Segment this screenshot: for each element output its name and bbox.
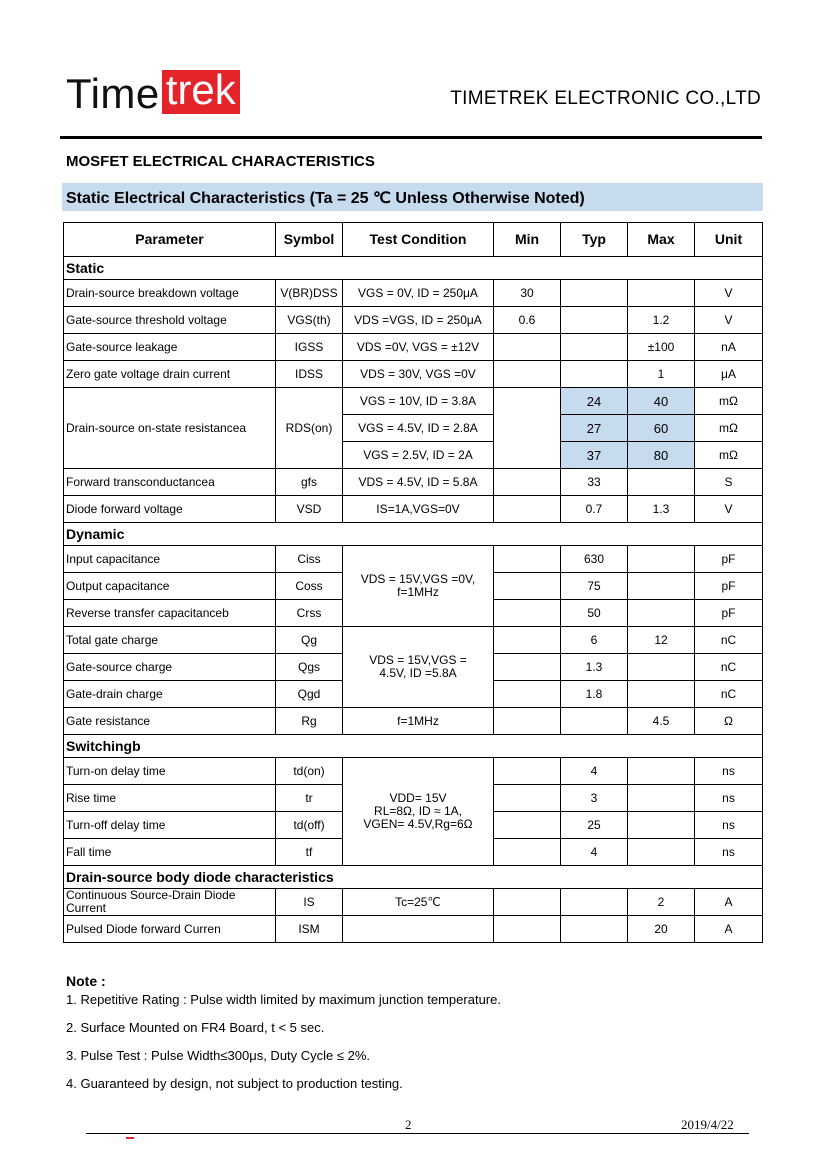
group-row-switching	[64, 735, 763, 758]
typ-cell: 4	[561, 839, 628, 866]
group-label-diode: Drain-source body diode characteristics	[64, 866, 763, 889]
max-cell	[628, 839, 695, 866]
typ-cell: 1.3	[561, 654, 628, 681]
unit-cell: nC	[695, 627, 763, 654]
symbol-cell: IDSS	[276, 361, 343, 388]
typ-cell	[561, 916, 628, 943]
unit-cell: V	[695, 496, 763, 523]
unit-cell: nC	[695, 654, 763, 681]
symbol-cell: Qg	[276, 627, 343, 654]
param-cell: Turn-off delay time	[64, 812, 276, 839]
typ-cell	[561, 889, 628, 916]
max-cell	[628, 812, 695, 839]
param-cell: Turn-on delay time	[64, 758, 276, 785]
max-cell	[628, 600, 695, 627]
group-row-dynamic	[64, 523, 763, 546]
typ-cell: 6	[561, 627, 628, 654]
note-item: 2. Surface Mounted on FR4 Board, t < 5 sec.	[66, 1020, 325, 1035]
unit-cell: A	[695, 916, 763, 943]
unit-cell: pF	[695, 600, 763, 627]
table-row	[64, 546, 763, 573]
footer-accent-mark	[126, 1137, 134, 1139]
condition-cell: VDS = 30V, VGS =0V	[343, 361, 494, 388]
condition-cell: VGS = 4.5V, ID = 2.8A	[343, 415, 494, 442]
symbol-cell: RDS(on)	[276, 388, 343, 469]
table-row	[64, 469, 763, 496]
col-header-symbol: Symbol	[276, 223, 343, 257]
condition-cell: VDS =0V, VGS = ±12V	[343, 334, 494, 361]
table-row	[64, 627, 763, 654]
unit-cell: pF	[695, 573, 763, 600]
param-cell: Gate resistance	[64, 708, 276, 735]
typ-cell	[561, 361, 628, 388]
table-row	[64, 280, 763, 307]
switching-condition-line: VDD= 15V	[389, 791, 447, 805]
param-cell: Gate-source threshold voltage	[64, 307, 276, 334]
page-number: 2	[405, 1117, 412, 1132]
typ-cell: 4	[561, 758, 628, 785]
min-cell	[494, 388, 561, 469]
max-cell	[628, 785, 695, 812]
param-cell: Pulsed Diode forward Curren	[64, 916, 276, 943]
company-logo	[66, 66, 240, 117]
group-row-diode	[64, 866, 763, 889]
table-row	[64, 758, 763, 785]
typ-cell: 27	[561, 415, 628, 442]
col-header-parameter: Parameter	[64, 223, 276, 257]
typ-cell	[561, 334, 628, 361]
param-cell: Input capacitance	[64, 546, 276, 573]
symbol-cell: IGSS	[276, 334, 343, 361]
logo-text-time: Time	[66, 70, 160, 117]
symbol-cell: V(BR)DSS	[276, 280, 343, 307]
footer-divider	[86, 1133, 749, 1134]
typ-cell	[561, 708, 628, 735]
col-header-unit: Unit	[695, 223, 763, 257]
symbol-cell: tr	[276, 785, 343, 812]
min-cell	[494, 573, 561, 600]
symbol-cell: td(on)	[276, 758, 343, 785]
param-cell: Gate-source charge	[64, 654, 276, 681]
unit-cell: Ω	[695, 708, 763, 735]
min-cell	[494, 708, 561, 735]
condition-cell: f=1MHz	[343, 708, 494, 735]
typ-cell: 75	[561, 573, 628, 600]
param-cell: Forward transconductancea	[64, 469, 276, 496]
typ-cell: 50	[561, 600, 628, 627]
min-cell	[494, 681, 561, 708]
param-cell: Gate-source leakage	[64, 334, 276, 361]
param-cell: Drain-source on-state resistancea	[64, 388, 276, 469]
unit-cell: pF	[695, 546, 763, 573]
condition-cell	[343, 758, 494, 866]
min-cell	[494, 758, 561, 785]
unit-cell: mΩ	[695, 442, 763, 469]
notes-section	[66, 973, 501, 1104]
unit-cell: nC	[695, 681, 763, 708]
min-cell	[494, 627, 561, 654]
min-cell	[494, 785, 561, 812]
group-label-static: Static	[64, 257, 763, 280]
max-cell: 60	[628, 415, 695, 442]
switching-condition-line: VGEN= 4.5V,Rg=6Ω	[363, 817, 473, 831]
min-cell	[494, 469, 561, 496]
symbol-cell: Qgd	[276, 681, 343, 708]
unit-cell: mΩ	[695, 415, 763, 442]
symbol-cell: Coss	[276, 573, 343, 600]
typ-cell: 33	[561, 469, 628, 496]
table-header-row	[64, 223, 763, 257]
unit-cell: μA	[695, 361, 763, 388]
typ-cell: 0.7	[561, 496, 628, 523]
condition-cell: Tc=25℃	[343, 889, 494, 916]
max-cell: 40	[628, 388, 695, 415]
unit-cell: nA	[695, 334, 763, 361]
min-cell	[494, 916, 561, 943]
typ-cell: 25	[561, 812, 628, 839]
condition-cell: VGS = 0V, ID = 250μA	[343, 280, 494, 307]
max-cell	[628, 681, 695, 708]
document-title: MOSFET ELECTRICAL CHARACTERISTICS	[66, 153, 375, 170]
param-cell: Reverse transfer capacitanceb	[64, 600, 276, 627]
unit-cell: S	[695, 469, 763, 496]
condition-cell: IS=1A,VGS=0V	[343, 496, 494, 523]
min-cell	[494, 812, 561, 839]
max-cell: 1.3	[628, 496, 695, 523]
notes-heading: Note :	[66, 973, 106, 989]
param-cell: Fall time	[64, 839, 276, 866]
max-cell	[628, 654, 695, 681]
table-row	[64, 388, 763, 415]
condition-cell: VGS = 10V, ID = 3.8A	[343, 388, 494, 415]
symbol-cell: td(off)	[276, 812, 343, 839]
group-label-switching: Switchingb	[64, 735, 763, 758]
param-cell: Zero gate voltage drain current	[64, 361, 276, 388]
max-cell: 12	[628, 627, 695, 654]
footer-date: 2019/4/22	[681, 1117, 734, 1132]
group-label-dynamic: Dynamic	[64, 523, 763, 546]
unit-cell: V	[695, 280, 763, 307]
min-cell	[494, 600, 561, 627]
param-cell: Diode forward voltage	[64, 496, 276, 523]
max-cell: ±100	[628, 334, 695, 361]
note-item: 1. Repetitive Rating : Pulse width limited by maximum junction temperature.	[66, 992, 501, 1007]
param-cell: Gate-drain charge	[64, 681, 276, 708]
note-item: 4. Guaranteed by design, not subject to production testing.	[66, 1076, 403, 1091]
typ-cell: 37	[561, 442, 628, 469]
min-cell	[494, 361, 561, 388]
table-row	[64, 916, 763, 943]
table-row	[64, 361, 763, 388]
unit-cell: V	[695, 307, 763, 334]
min-cell	[494, 496, 561, 523]
max-cell: 20	[628, 916, 695, 943]
max-cell: 2	[628, 889, 695, 916]
typ-cell: 1.8	[561, 681, 628, 708]
min-cell	[494, 334, 561, 361]
group-row-static	[64, 257, 763, 280]
symbol-cell: Qgs	[276, 654, 343, 681]
max-cell	[628, 280, 695, 307]
symbol-cell: gfs	[276, 469, 343, 496]
symbol-cell: VSD	[276, 496, 343, 523]
condition-cell: VDS = 4.5V, ID = 5.8A	[343, 469, 494, 496]
max-cell	[628, 758, 695, 785]
unit-cell: ns	[695, 758, 763, 785]
min-cell: 30	[494, 280, 561, 307]
max-cell	[628, 573, 695, 600]
min-cell	[494, 889, 561, 916]
col-header-test-condition: Test Condition	[343, 223, 494, 257]
unit-cell: ns	[695, 785, 763, 812]
table-row	[64, 708, 763, 735]
max-cell: 1.2	[628, 307, 695, 334]
symbol-cell: Rg	[276, 708, 343, 735]
param-cell: Drain-source breakdown voltage	[64, 280, 276, 307]
unit-cell: ns	[695, 839, 763, 866]
table-row	[64, 496, 763, 523]
symbol-cell: tf	[276, 839, 343, 866]
note-item: 3. Pulse Test : Pulse Width≤300μs, Duty Cycle ≤ 2%.	[66, 1048, 371, 1063]
symbol-cell: ISM	[276, 916, 343, 943]
table-row	[64, 334, 763, 361]
header-divider	[60, 136, 762, 139]
min-cell: 0.6	[494, 307, 561, 334]
min-cell	[494, 839, 561, 866]
unit-cell: A	[695, 889, 763, 916]
typ-cell: 3	[561, 785, 628, 812]
typ-cell: 24	[561, 388, 628, 415]
switching-condition-line: RL=8Ω, ID ≈ 1A,	[374, 804, 462, 818]
section-title-bar	[62, 183, 763, 211]
logo-text-trek: trek	[162, 70, 240, 114]
param-cell: Continuous Source-Drain Diode Current	[64, 889, 276, 916]
symbol-cell: IS	[276, 889, 343, 916]
typ-cell	[561, 307, 628, 334]
param-cell: Total gate charge	[64, 627, 276, 654]
unit-cell: ns	[695, 812, 763, 839]
max-cell: 4.5	[628, 708, 695, 735]
table-row	[64, 889, 763, 916]
table-row	[64, 307, 763, 334]
condition-cell	[343, 916, 494, 943]
condition-cell: VDS = 15V,VGS = 4.5V, ID =5.8A	[343, 627, 494, 708]
symbol-cell: VGS(th)	[276, 307, 343, 334]
min-cell	[494, 546, 561, 573]
max-cell	[628, 546, 695, 573]
max-cell: 1	[628, 361, 695, 388]
typ-cell	[561, 280, 628, 307]
param-cell: Rise time	[64, 785, 276, 812]
param-cell: Output capacitance	[64, 573, 276, 600]
characteristics-table	[63, 222, 763, 943]
col-header-typ: Typ	[561, 223, 628, 257]
condition-cell: VGS = 2.5V, ID = 2A	[343, 442, 494, 469]
col-header-max: Max	[628, 223, 695, 257]
condition-cell: VDS = 15V,VGS =0V, f=1MHz	[343, 546, 494, 627]
col-header-min: Min	[494, 223, 561, 257]
symbol-cell: Crss	[276, 600, 343, 627]
min-cell	[494, 654, 561, 681]
section-title: Static Electrical Characteristics (Ta = 25 ℃ Unless Otherwise Noted)	[66, 190, 585, 207]
symbol-cell: Ciss	[276, 546, 343, 573]
condition-cell: VDS =VGS, ID = 250μA	[343, 307, 494, 334]
max-cell	[628, 469, 695, 496]
unit-cell: mΩ	[695, 388, 763, 415]
max-cell: 80	[628, 442, 695, 469]
typ-cell: 630	[561, 546, 628, 573]
company-name: TIMETREK ELECTRONIC CO.,LTD	[450, 88, 761, 109]
